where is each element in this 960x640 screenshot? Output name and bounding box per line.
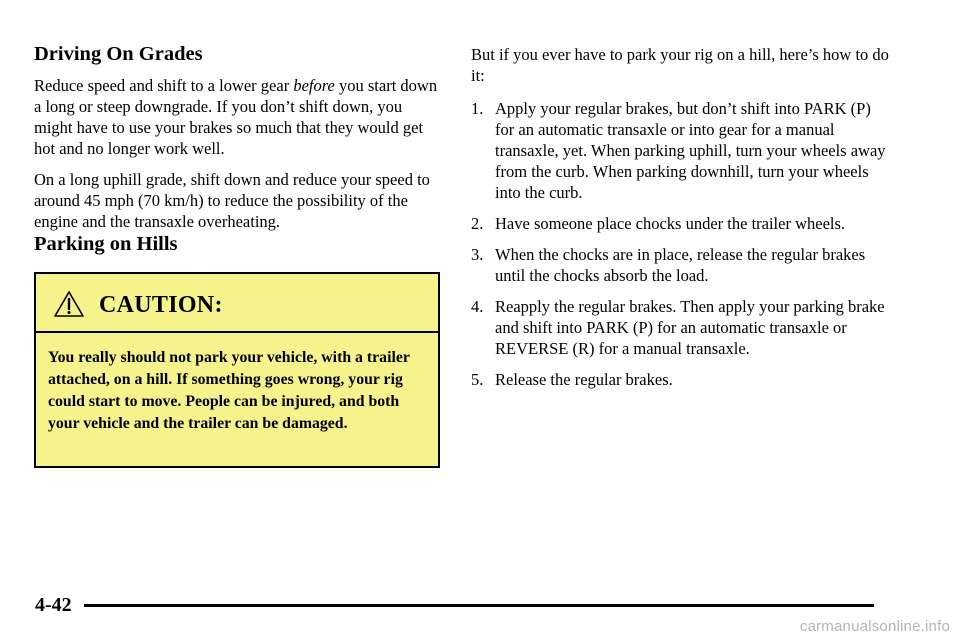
grades-p1-text-b: you start down a long or steep downgrade. If you don’t shift down, you might have to use your brakes so much that they would get hot and no longer work well. [34, 76, 438, 158]
caution-header [36, 274, 438, 333]
caution-text: You really should not park your vehicle, with a trailer attached, on a hill. If something goes wrong, your rig could start to move. People can be injured, and both your vehicle and the trailer can be damaged. [48, 349, 410, 432]
hills-intro: But if you ever have to park your rig on a hill, here’s how to do it: [471, 45, 889, 85]
right-column [471, 44, 891, 400]
footer-divider [84, 604, 874, 607]
list-item [471, 244, 891, 286]
warning-triangle-icon [53, 290, 85, 318]
left-column [34, 42, 440, 232]
step-text: Release the regular brakes. [495, 370, 673, 389]
step-number: 2. [471, 214, 484, 233]
caution-title: CAUTION: [99, 292, 223, 318]
step-number: 4. [471, 297, 484, 316]
list-item [471, 296, 891, 359]
step-number: 3. [471, 245, 484, 264]
section-heading-parking-on-hills: Parking on Hills [34, 233, 178, 255]
list-item [471, 98, 891, 203]
grades-paragraph-2: On a long uphill grade, shift down and reduce your speed to around 45 mph (70 km/h) to reduce the possibility of the engine and the transaxle overheating. [34, 170, 430, 231]
grades-p1-text-a: Reduce speed and shift to a lower gear [34, 76, 294, 95]
section-heading-driving-on-grades: Driving On Grades [34, 43, 203, 65]
step-text: Have someone place chocks under the trailer wheels. [495, 214, 846, 233]
page-number: 4-42 [35, 594, 72, 616]
list-item [471, 213, 891, 234]
step-text: When the chocks are in place, release the regular brakes until the chocks absorb the load. [495, 245, 866, 285]
grades-p1-emphasis: before [293, 76, 335, 95]
caution-box [34, 272, 440, 468]
step-text: Reapply the regular brakes. Then apply your parking brake and shift into PARK (P) for an automatic transaxle or REVERSE (R) for a manual transaxle. [495, 297, 885, 358]
step-number: 1. [471, 99, 484, 118]
step-number: 5. [471, 370, 484, 389]
step-text: Apply your regular brakes, but don’t shift into PARK (P) for an automatic transaxle or into gear for a manual transaxle, yet. When parking uphill, turn your wheels away from the curb. When parking downhill, turn your wheels into the curb. [495, 99, 886, 202]
list-item [471, 369, 891, 390]
hills-steps-list [471, 98, 891, 390]
watermark-link[interactable]: carmanualsonline.info [799, 618, 950, 635]
grades-paragraph-1 [34, 75, 440, 159]
